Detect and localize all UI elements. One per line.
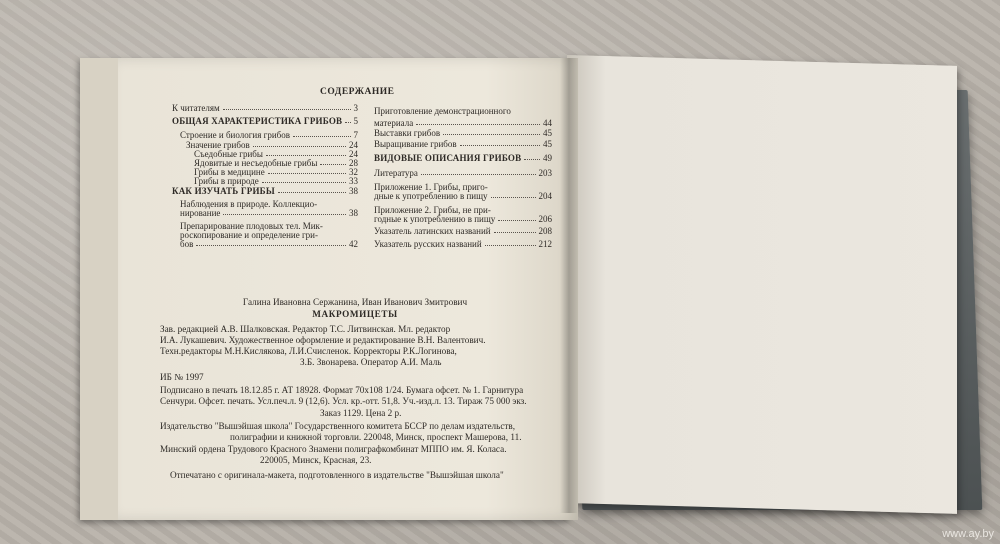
toc-entry-page: 7 — [353, 130, 358, 140]
toc-entry — [194, 176, 358, 186]
toc-leader-dots — [268, 167, 346, 174]
toc-entry-page: 45 — [543, 139, 552, 149]
toc-leader-dots — [421, 168, 536, 175]
toc-leader-dots — [266, 149, 346, 156]
toc-entry-label: Препарирование плодовых тел. Мик- — [180, 221, 323, 231]
toc-entry — [374, 118, 552, 128]
toc-leader-dots — [223, 208, 346, 215]
imprint-authors: Галина Ивановна Сержанина, Иван Иванович Змитрович — [242, 297, 468, 307]
imprint-printer-line: Минский ордена Трудового Красного Знамени полиграфкомбинат МППО им. Я. Коласа. — [160, 444, 507, 454]
toc-entry-label: Грибы в природе — [194, 176, 259, 186]
toc-leader-dots — [320, 158, 346, 165]
toc-leader-dots — [223, 103, 351, 110]
toc-leader-dots — [253, 140, 346, 147]
imprint-print-line: Заказ 1129. Цена 2 р. — [320, 408, 402, 418]
toc-entry-label: Приготовление демонстрационного — [374, 106, 511, 116]
toc-leader-dots — [293, 130, 351, 137]
toc-entry — [180, 208, 358, 218]
toc-entry-page: 45 — [543, 128, 552, 138]
toc-entry-label: Литература — [374, 168, 418, 178]
toc-entry-label: Приложение 1. Грибы, приго- — [374, 182, 488, 192]
toc-leader-dots — [494, 226, 536, 233]
toc-leader-dots — [460, 139, 540, 146]
toc-entry-page: 32 — [349, 167, 358, 177]
toc-entry-label: материала — [374, 118, 414, 128]
toc-entry-label: Строение и биология грибов — [180, 130, 290, 140]
toc-entry-label: Выращивание грибов — [374, 139, 457, 149]
toc-entry-page: 204 — [538, 191, 552, 201]
toc-entry-label: К читателям — [172, 103, 220, 113]
toc-entry — [374, 214, 552, 224]
toc-entry-label: Выставки грибов — [374, 128, 441, 138]
imprint-publisher-line: полиграфии и книжной торговли. 220048, Минск, проспект Машерова, 11. — [230, 432, 522, 442]
toc-entry-label: Значение грибов — [186, 140, 250, 150]
toc-entry — [374, 139, 552, 149]
toc-entry-page: 38 — [349, 186, 358, 196]
toc-entry-page: 49 — [543, 153, 552, 163]
imprint-credits-line: Зав. редакцией А.В. Шалковская. Редактор Т.С. Литвинская. Мл. редактор — [160, 324, 451, 334]
toc-entry-label: ВИДОВЫЕ ОПИСАНИЯ ГРИБОВ — [374, 153, 522, 163]
toc-entry-page: 208 — [538, 226, 552, 236]
toc-entry — [374, 239, 552, 249]
toc-title: СОДЕРЖАНИЕ — [320, 87, 395, 97]
toc-entry-page: 42 — [349, 239, 358, 249]
toc-entry-label: КАК ИЗУЧАТЬ ГРИБЫ — [172, 186, 275, 196]
imprint-credits-line: И.А. Лукашевич. Художественное оформление и редактирование В.Н. Валентович. — [160, 335, 486, 345]
imprint-book-title: МАКРОМИЦЕТЫ — [312, 309, 398, 319]
toc-leader-dots — [196, 239, 346, 246]
toc-leader-dots — [345, 116, 350, 123]
imprint-credits-line: З.Б. Звонарева. Оператор А.И. Маль — [300, 357, 442, 367]
toc-entry — [172, 116, 358, 126]
toc-leader-dots — [524, 153, 540, 160]
toc-entry-page: 38 — [349, 208, 358, 218]
toc-entry-page: 44 — [543, 118, 552, 128]
toc-entry-label: Приложение 2. Грибы, не при- — [374, 205, 491, 215]
toc-leader-dots — [498, 214, 535, 221]
toc-entry-page: 5 — [353, 116, 358, 126]
toc-leader-dots — [278, 186, 346, 193]
toc-entry-page: 206 — [538, 214, 552, 224]
toc-entry — [374, 106, 552, 116]
toc-entry-label: Съедобные грибы — [194, 149, 263, 159]
toc-entry-label: годные к употреблению в пищу — [374, 214, 496, 224]
toc-entry-label: нирование — [180, 208, 221, 218]
imprint-footer: Отпечатано с оригинала-макета, подготовленного в издательстве "Вышэйшая школа" — [170, 470, 504, 480]
toc-entry-page: 33 — [349, 176, 358, 186]
toc-leader-dots — [443, 128, 540, 135]
toc-leader-dots — [262, 176, 346, 183]
toc-entry — [374, 168, 552, 178]
imprint-credits-line: Техн.редакторы М.Н.Кислякова, Л.И.Счисленок. Корректоры Р.К.Логинова, — [160, 346, 457, 356]
toc-entry — [374, 153, 552, 163]
toc-entry — [374, 226, 552, 236]
toc-entry-page: 24 — [349, 149, 358, 159]
toc-entry-page: 3 — [353, 103, 358, 113]
toc-entry — [180, 239, 358, 249]
imprint-publisher-line: Издательство "Вышэйшая школа" Государственного комитета БССР по делам издательств, — [160, 421, 516, 431]
toc-leader-dots — [491, 191, 536, 198]
book-gutter — [560, 58, 578, 513]
toc-entry-label: ОБЩАЯ ХАРАКТЕРИСТИКА ГРИБОВ — [172, 116, 343, 126]
toc-entry-label: дные к употреблению в пищу — [374, 191, 488, 201]
toc-entry-page: 203 — [538, 168, 552, 178]
toc-entry-page: 212 — [538, 239, 552, 249]
imprint-print-line: Сенчури. Офсет. печать. Усл.печ.л. 9 (12,6). Усл. кр.-отт. 51,8. Уч.-изд.л. 13. Тираж 75 000 экз. — [160, 396, 527, 406]
toc-entry-label: Указатель русских названий — [374, 239, 482, 249]
imprint-printer-line: 220005, Минск, Красная, 23. — [260, 455, 372, 465]
toc-entry — [172, 186, 358, 196]
imprint-ib-number: ИБ № 1997 — [160, 372, 204, 382]
imprint-print-line: Подписано в печать 18.12.85 г. АТ 18928. Формат 70х108 1/24. Бумага офсет. № 1. Гарнитура — [160, 385, 524, 395]
toc-entry-label: Ядовитые и несъедобные грибы — [194, 158, 318, 168]
toc-entry-page: 24 — [349, 140, 358, 150]
toc-entry — [172, 103, 358, 113]
toc-entry — [374, 191, 552, 201]
watermark: www.ay.by — [942, 528, 994, 540]
toc-entry-label: бов — [180, 239, 194, 249]
toc-entry — [180, 130, 358, 140]
toc-leader-dots — [485, 239, 536, 246]
toc-entry-page: 28 — [349, 158, 358, 168]
toc-leader-dots — [416, 118, 540, 125]
toc-entry-label: роскопирование и определение гри- — [180, 230, 318, 240]
toc-entry-label: Грибы в медицине — [194, 167, 265, 177]
toc-entry-label: Указатель латинских названий — [374, 226, 491, 236]
toc-entry-label: Наблюдения в природе. Коллекцио- — [180, 199, 318, 209]
toc-entry — [374, 128, 552, 138]
blank-right-page — [567, 55, 957, 514]
